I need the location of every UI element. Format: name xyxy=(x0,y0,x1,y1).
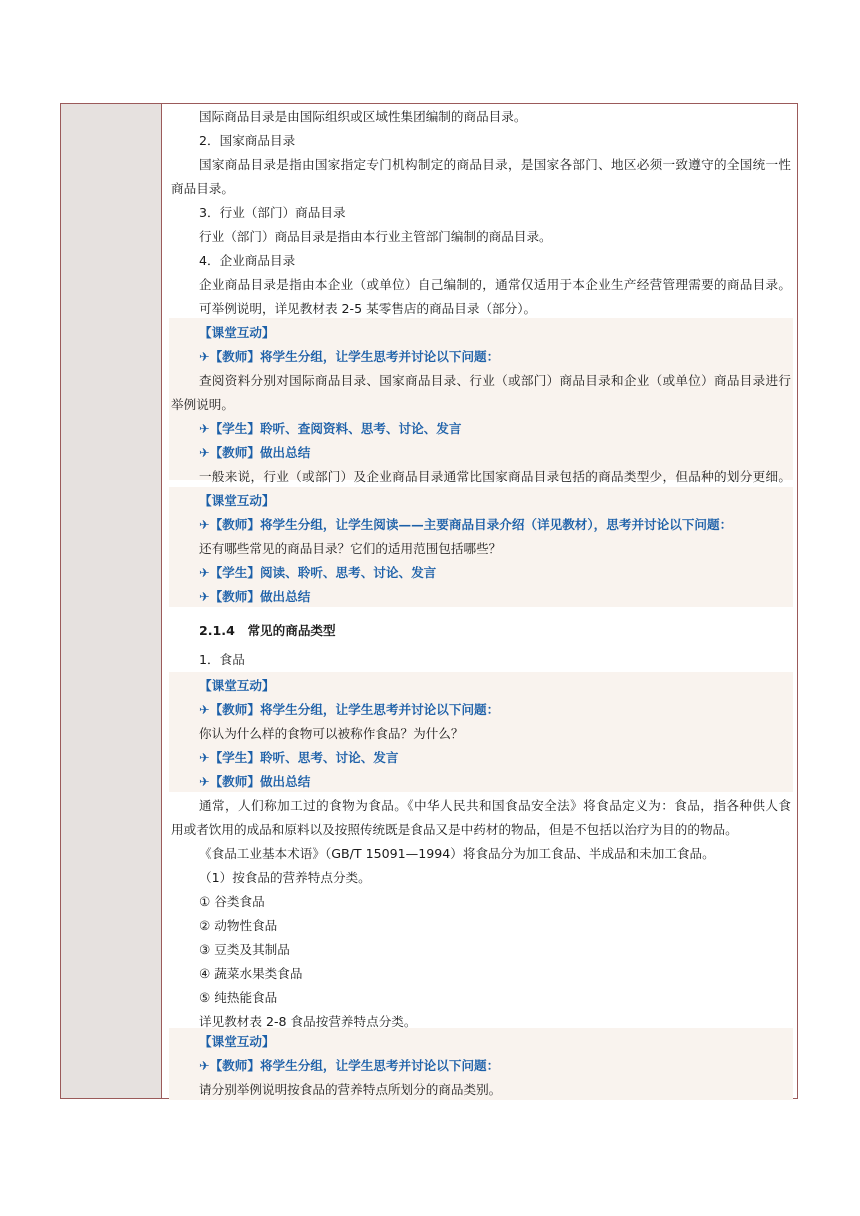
plane-arrow-icon: ✈ xyxy=(199,445,210,460)
question: 还有哪些常见的商品目录？它们的适用范围包括哪些？ xyxy=(199,541,502,556)
interaction-tag: 【课堂互动】 xyxy=(199,678,275,693)
paragraph: 国家商品目录是指由国家指定专门机构制定的商品目录，是国家各部门、地区必须一致遵守的全国统一性 xyxy=(199,157,791,172)
paragraph: 国际商品目录是由国际组织或区域性集团编制的商品目录。 xyxy=(199,109,527,124)
plane-arrow-icon: ✈ xyxy=(199,750,210,765)
subheading: 3．行业（部门）商品目录 xyxy=(199,205,346,220)
student-action: ✈【学生】阅读、聆听、思考、讨论、发言 xyxy=(199,565,437,580)
plane-arrow-icon: ✈ xyxy=(199,565,210,580)
question: 你认为什么样的食物可以被称作食品？为什么？ xyxy=(199,726,464,741)
paragraph: 可举例说明，详见教材表 2-5 某零售店的商品目录（部分）。 xyxy=(199,301,537,316)
teacher-summary: ✈【教师】做出总结 xyxy=(199,445,311,460)
subheading: 4．企业商品目录 xyxy=(199,253,296,268)
paragraph: 行业（部门）商品目录是指由本行业主管部门编制的商品目录。 xyxy=(199,229,552,244)
student-action: ✈【学生】聆听、查阅资料、思考、讨论、发言 xyxy=(199,421,462,436)
list-item: ② 动物性食品 xyxy=(199,918,278,933)
student-action: ✈【学生】聆听、思考、讨论、发言 xyxy=(199,750,399,765)
plane-arrow-icon: ✈ xyxy=(199,589,210,604)
plane-arrow-icon: ✈ xyxy=(199,349,210,364)
subheading: 2．国家商品目录 xyxy=(199,133,296,148)
list-item: ⑤ 纯热能食品 xyxy=(199,990,278,1005)
teacher-instruction: ✈【教师】将学生分组，让学生思考并讨论以下问题： xyxy=(199,349,500,364)
list-item: ④ 蔬菜水果类食品 xyxy=(199,966,303,981)
subheading: 1．食品 xyxy=(199,652,245,667)
list-item: ① 谷类食品 xyxy=(199,894,265,909)
teacher-instruction: ✈【教师】将学生分组，让学生思考并讨论以下问题： xyxy=(199,702,500,717)
interaction-tag: 【课堂互动】 xyxy=(199,1034,275,1049)
content-column xyxy=(163,104,797,1098)
paragraph: 用或者饮用的成品和原料以及按照传统既是食品又是中药材的物品，但是不包括以治疗为目的的物品。 xyxy=(171,822,738,837)
lesson-table xyxy=(60,103,798,1099)
plane-arrow-icon: ✈ xyxy=(199,1058,210,1073)
list-item: ③ 豆类及其制品 xyxy=(199,942,290,957)
plane-arrow-icon: ✈ xyxy=(199,421,210,436)
paragraph: （1）按食品的营养特点分类。 xyxy=(199,870,371,885)
paragraph: 《食品工业基本术语》（GB/T 15091—1994）将食品分为加工食品、半成品和未加工食品。 xyxy=(199,846,715,861)
paragraph: 企业商品目录是指由本企业（或单位）自己编制的，通常仅适用于本企业生产经营管理需要的商品目录。 xyxy=(199,277,791,292)
plane-arrow-icon: ✈ xyxy=(199,774,210,789)
section-heading: 2.1.4 常见的商品类型 xyxy=(199,623,336,638)
paragraph: 商品目录。 xyxy=(171,181,234,196)
teacher-instruction: ✈【教师】将学生分组，让学生思考并讨论以下问题： xyxy=(199,1058,500,1073)
left-column xyxy=(61,104,162,1098)
plane-arrow-icon: ✈ xyxy=(199,517,210,532)
paragraph: 详见教材表 2-8 食品按营养特点分类。 xyxy=(199,1014,417,1029)
plane-arrow-icon: ✈ xyxy=(199,702,210,717)
teacher-instruction: ✈【教师】将学生分组，让学生阅读——主要商品目录介绍（详见教材），思考并讨论以下问题： xyxy=(199,517,733,532)
question: 查阅资料分别对国际商品目录、国家商品目录、行业（或部门）商品目录和企业（或单位）商品目录进行 xyxy=(199,373,791,388)
teacher-summary: ✈【教师】做出总结 xyxy=(199,589,311,604)
interaction-tag: 【课堂互动】 xyxy=(199,325,275,340)
question: 举例说明。 xyxy=(171,397,234,412)
interaction-tag: 【课堂互动】 xyxy=(199,493,275,508)
question: 请分别举例说明按食品的营养特点所划分的商品类别。 xyxy=(199,1082,502,1097)
paragraph: 通常，人们称加工过的食物为食品。《中华人民共和国食品安全法》将食品定义为：食品，指各种供人食 xyxy=(199,798,791,813)
teacher-summary: ✈【教师】做出总结 xyxy=(199,774,311,789)
paragraph: 一般来说，行业（或部门）及企业商品目录通常比国家商品目录包括的商品类型少，但品种的划分更细。 xyxy=(199,469,791,484)
